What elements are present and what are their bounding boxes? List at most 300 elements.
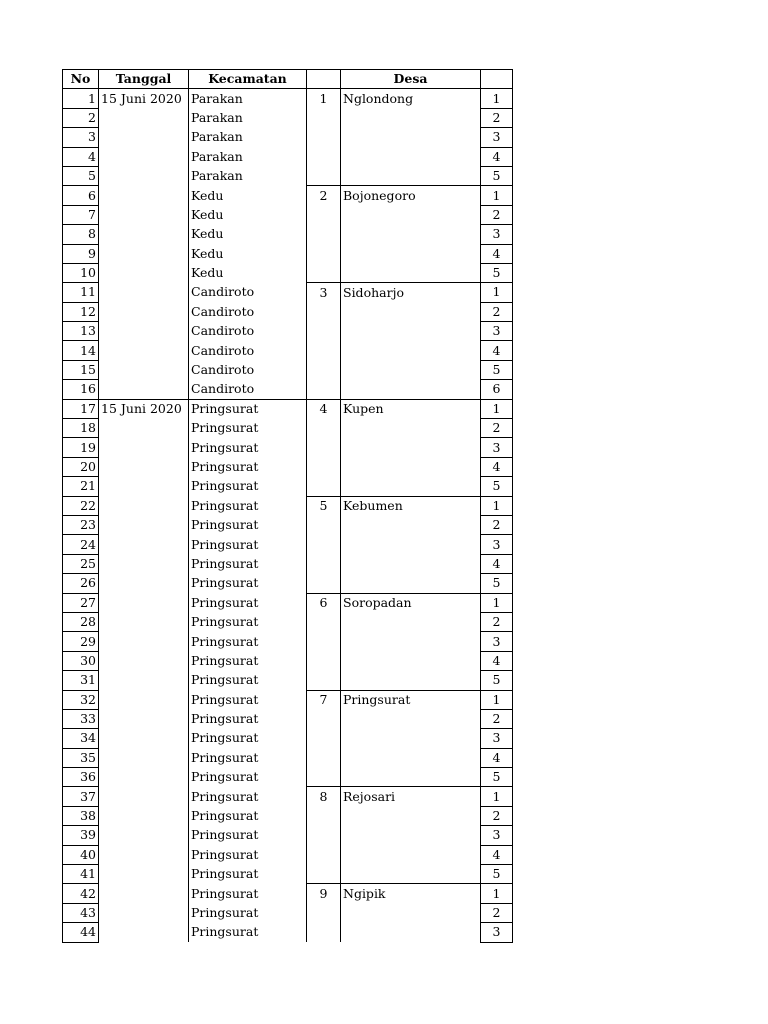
cell-tanggal bbox=[99, 768, 189, 787]
cell-tanggal bbox=[99, 360, 189, 379]
cell-desa bbox=[341, 263, 481, 282]
table-row bbox=[63, 457, 513, 476]
cell-sub: 2 bbox=[481, 806, 513, 825]
cell-kecamatan: Parakan bbox=[189, 128, 307, 147]
cell-tanggal: 15 Juni 2020 bbox=[99, 89, 189, 108]
table-row bbox=[63, 263, 513, 282]
table-row bbox=[63, 690, 513, 709]
table-row bbox=[63, 574, 513, 593]
cell-desa bbox=[341, 166, 481, 185]
cell-desa-no bbox=[307, 477, 341, 496]
table-row bbox=[63, 593, 513, 612]
table-row bbox=[63, 554, 513, 573]
cell-desa bbox=[341, 225, 481, 244]
cell-no: 4 bbox=[63, 147, 99, 166]
cell-tanggal bbox=[99, 108, 189, 127]
cell-desa bbox=[341, 457, 481, 476]
cell-no: 32 bbox=[63, 690, 99, 709]
cell-no: 27 bbox=[63, 593, 99, 612]
cell-desa bbox=[341, 438, 481, 457]
cell-desa-no bbox=[307, 574, 341, 593]
cell-sub: 2 bbox=[481, 903, 513, 922]
cell-kecamatan: Pringsurat bbox=[189, 748, 307, 767]
cell-sub: 1 bbox=[481, 186, 513, 205]
cell-no: 41 bbox=[63, 865, 99, 884]
table-row bbox=[63, 709, 513, 728]
cell-sub: 2 bbox=[481, 515, 513, 534]
cell-no: 38 bbox=[63, 806, 99, 825]
cell-kecamatan: Pringsurat bbox=[189, 419, 307, 438]
cell-no: 15 bbox=[63, 360, 99, 379]
cell-sub: 3 bbox=[481, 322, 513, 341]
cell-desa-no bbox=[307, 225, 341, 244]
cell-sub: 2 bbox=[481, 612, 513, 631]
cell-no: 43 bbox=[63, 903, 99, 922]
cell-tanggal bbox=[99, 380, 189, 399]
cell-sub: 3 bbox=[481, 438, 513, 457]
cell-no: 13 bbox=[63, 322, 99, 341]
cell-sub: 1 bbox=[481, 283, 513, 302]
cell-no: 22 bbox=[63, 496, 99, 515]
cell-kecamatan: Pringsurat bbox=[189, 515, 307, 534]
cell-sub: 1 bbox=[481, 496, 513, 515]
cell-no: 34 bbox=[63, 729, 99, 748]
cell-desa bbox=[341, 419, 481, 438]
cell-desa-no bbox=[307, 748, 341, 767]
table-row bbox=[63, 225, 513, 244]
cell-desa-no bbox=[307, 768, 341, 787]
cell-desa-no bbox=[307, 806, 341, 825]
cell-no: 26 bbox=[63, 574, 99, 593]
cell-sub: 5 bbox=[481, 768, 513, 787]
table-row bbox=[63, 302, 513, 321]
table-row bbox=[63, 651, 513, 670]
table-row bbox=[63, 322, 513, 341]
cell-tanggal bbox=[99, 651, 189, 670]
table-row bbox=[63, 806, 513, 825]
cell-sub: 2 bbox=[481, 302, 513, 321]
table-row bbox=[63, 515, 513, 534]
cell-sub: 3 bbox=[481, 128, 513, 147]
cell-no: 36 bbox=[63, 768, 99, 787]
cell-kecamatan: Pringsurat bbox=[189, 884, 307, 903]
cell-tanggal bbox=[99, 826, 189, 845]
cell-desa-no bbox=[307, 341, 341, 360]
cell-no: 10 bbox=[63, 263, 99, 282]
cell-desa-no bbox=[307, 632, 341, 651]
cell-desa-no bbox=[307, 108, 341, 127]
cell-sub: 4 bbox=[481, 554, 513, 573]
cell-tanggal bbox=[99, 806, 189, 825]
cell-tanggal bbox=[99, 612, 189, 631]
cell-desa bbox=[341, 554, 481, 573]
cell-no: 29 bbox=[63, 632, 99, 651]
cell-no: 40 bbox=[63, 845, 99, 864]
cell-desa: Pringsurat bbox=[341, 690, 481, 709]
cell-sub: 5 bbox=[481, 574, 513, 593]
cell-kecamatan: Candiroto bbox=[189, 341, 307, 360]
schedule-table bbox=[62, 69, 513, 943]
cell-tanggal bbox=[99, 884, 189, 903]
cell-sub: 1 bbox=[481, 399, 513, 418]
cell-desa-no bbox=[307, 709, 341, 728]
cell-no: 30 bbox=[63, 651, 99, 670]
cell-no: 21 bbox=[63, 477, 99, 496]
cell-kecamatan: Pringsurat bbox=[189, 845, 307, 864]
cell-no: 42 bbox=[63, 884, 99, 903]
table-row bbox=[63, 166, 513, 185]
cell-desa-no bbox=[307, 612, 341, 631]
cell-kecamatan: Pringsurat bbox=[189, 709, 307, 728]
cell-kecamatan: Parakan bbox=[189, 89, 307, 108]
cell-no: 6 bbox=[63, 186, 99, 205]
cell-desa-no bbox=[307, 903, 341, 922]
cell-tanggal bbox=[99, 593, 189, 612]
cell-kecamatan: Parakan bbox=[189, 108, 307, 127]
cell-no: 3 bbox=[63, 128, 99, 147]
cell-tanggal bbox=[99, 263, 189, 282]
table-row bbox=[63, 438, 513, 457]
cell-desa bbox=[341, 903, 481, 922]
cell-no: 37 bbox=[63, 787, 99, 806]
cell-desa-no bbox=[307, 128, 341, 147]
cell-no: 14 bbox=[63, 341, 99, 360]
cell-tanggal bbox=[99, 205, 189, 224]
table-row bbox=[63, 205, 513, 224]
cell-desa: Nglondong bbox=[341, 89, 481, 108]
cell-kecamatan: Pringsurat bbox=[189, 865, 307, 884]
cell-desa-no bbox=[307, 322, 341, 341]
cell-desa: Soropadan bbox=[341, 593, 481, 612]
cell-tanggal bbox=[99, 302, 189, 321]
cell-kecamatan: Candiroto bbox=[189, 360, 307, 379]
cell-tanggal bbox=[99, 128, 189, 147]
cell-kecamatan: Pringsurat bbox=[189, 690, 307, 709]
cell-kecamatan: Kedu bbox=[189, 244, 307, 263]
cell-desa-no: 2 bbox=[307, 186, 341, 205]
table-row bbox=[63, 612, 513, 631]
cell-sub: 2 bbox=[481, 205, 513, 224]
cell-tanggal bbox=[99, 845, 189, 864]
cell-desa: Ngipik bbox=[341, 884, 481, 903]
header-desa: Desa bbox=[341, 70, 481, 89]
cell-no: 44 bbox=[63, 923, 99, 942]
cell-no: 17 bbox=[63, 399, 99, 418]
cell-kecamatan: Pringsurat bbox=[189, 593, 307, 612]
cell-desa-no bbox=[307, 865, 341, 884]
cell-desa-no bbox=[307, 457, 341, 476]
cell-desa bbox=[341, 341, 481, 360]
table-row bbox=[63, 128, 513, 147]
cell-desa bbox=[341, 515, 481, 534]
cell-kecamatan: Pringsurat bbox=[189, 399, 307, 418]
cell-sub: 3 bbox=[481, 923, 513, 942]
cell-sub: 2 bbox=[481, 108, 513, 127]
cell-sub: 1 bbox=[481, 89, 513, 108]
cell-sub: 3 bbox=[481, 225, 513, 244]
cell-desa-no bbox=[307, 147, 341, 166]
cell-kecamatan: Pringsurat bbox=[189, 903, 307, 922]
cell-desa bbox=[341, 380, 481, 399]
cell-sub: 3 bbox=[481, 729, 513, 748]
cell-desa-no bbox=[307, 651, 341, 670]
cell-desa-no: 9 bbox=[307, 884, 341, 903]
cell-desa-no bbox=[307, 554, 341, 573]
cell-sub: 2 bbox=[481, 419, 513, 438]
cell-sub: 4 bbox=[481, 457, 513, 476]
cell-tanggal bbox=[99, 322, 189, 341]
cell-desa bbox=[341, 147, 481, 166]
cell-kecamatan: Pringsurat bbox=[189, 632, 307, 651]
cell-kecamatan: Pringsurat bbox=[189, 496, 307, 515]
cell-no: 24 bbox=[63, 535, 99, 554]
table-row bbox=[63, 884, 513, 903]
cell-desa bbox=[341, 923, 481, 942]
cell-desa-no: 5 bbox=[307, 496, 341, 515]
table-row bbox=[63, 380, 513, 399]
cell-sub: 5 bbox=[481, 263, 513, 282]
cell-kecamatan: Kedu bbox=[189, 205, 307, 224]
cell-desa: Bojonegoro bbox=[341, 186, 481, 205]
cell-kecamatan: Pringsurat bbox=[189, 651, 307, 670]
table-row bbox=[63, 399, 513, 418]
cell-tanggal bbox=[99, 225, 189, 244]
cell-no: 16 bbox=[63, 380, 99, 399]
cell-desa bbox=[341, 612, 481, 631]
cell-no: 31 bbox=[63, 671, 99, 690]
cell-desa-no bbox=[307, 263, 341, 282]
cell-no: 35 bbox=[63, 748, 99, 767]
cell-kecamatan: Pringsurat bbox=[189, 923, 307, 942]
table-row bbox=[63, 341, 513, 360]
cell-kecamatan: Pringsurat bbox=[189, 729, 307, 748]
cell-desa-no bbox=[307, 205, 341, 224]
cell-desa-no: 3 bbox=[307, 283, 341, 302]
cell-desa: Sidoharjo bbox=[341, 283, 481, 302]
cell-kecamatan: Pringsurat bbox=[189, 438, 307, 457]
cell-tanggal bbox=[99, 632, 189, 651]
cell-tanggal bbox=[99, 419, 189, 438]
table-row bbox=[63, 283, 513, 302]
cell-desa bbox=[341, 748, 481, 767]
cell-desa bbox=[341, 128, 481, 147]
cell-desa-no: 6 bbox=[307, 593, 341, 612]
cell-tanggal bbox=[99, 283, 189, 302]
header-no: No bbox=[63, 70, 99, 89]
cell-desa-no bbox=[307, 380, 341, 399]
table-row bbox=[63, 244, 513, 263]
cell-kecamatan: Kedu bbox=[189, 225, 307, 244]
table-row bbox=[63, 865, 513, 884]
cell-desa-no bbox=[307, 671, 341, 690]
cell-desa-no bbox=[307, 729, 341, 748]
cell-sub: 1 bbox=[481, 884, 513, 903]
cell-tanggal bbox=[99, 515, 189, 534]
cell-desa-no bbox=[307, 419, 341, 438]
cell-tanggal bbox=[99, 865, 189, 884]
header-tanggal: Tanggal bbox=[99, 70, 189, 89]
table-row bbox=[63, 787, 513, 806]
table-row bbox=[63, 748, 513, 767]
cell-desa bbox=[341, 477, 481, 496]
cell-desa bbox=[341, 322, 481, 341]
header-row bbox=[63, 70, 513, 89]
cell-no: 1 bbox=[63, 89, 99, 108]
cell-tanggal bbox=[99, 671, 189, 690]
cell-kecamatan: Pringsurat bbox=[189, 826, 307, 845]
cell-no: 25 bbox=[63, 554, 99, 573]
cell-kecamatan: Candiroto bbox=[189, 283, 307, 302]
cell-tanggal bbox=[99, 496, 189, 515]
cell-no: 7 bbox=[63, 205, 99, 224]
cell-desa bbox=[341, 845, 481, 864]
cell-sub: 1 bbox=[481, 690, 513, 709]
cell-no: 12 bbox=[63, 302, 99, 321]
cell-kecamatan: Pringsurat bbox=[189, 612, 307, 631]
cell-desa-no: 8 bbox=[307, 787, 341, 806]
cell-desa bbox=[341, 826, 481, 845]
cell-desa-no bbox=[307, 360, 341, 379]
cell-desa-no bbox=[307, 438, 341, 457]
cell-kecamatan: Kedu bbox=[189, 186, 307, 205]
cell-kecamatan: Pringsurat bbox=[189, 787, 307, 806]
table-row bbox=[63, 477, 513, 496]
cell-kecamatan: Candiroto bbox=[189, 302, 307, 321]
cell-tanggal bbox=[99, 554, 189, 573]
table-row bbox=[63, 923, 513, 942]
table-row bbox=[63, 496, 513, 515]
cell-desa-no bbox=[307, 923, 341, 942]
cell-sub: 4 bbox=[481, 845, 513, 864]
cell-desa bbox=[341, 729, 481, 748]
cell-sub: 2 bbox=[481, 709, 513, 728]
cell-tanggal bbox=[99, 477, 189, 496]
cell-tanggal bbox=[99, 748, 189, 767]
header-desa-no bbox=[307, 70, 341, 89]
cell-desa-no: 4 bbox=[307, 399, 341, 418]
cell-desa bbox=[341, 768, 481, 787]
cell-desa bbox=[341, 108, 481, 127]
cell-tanggal bbox=[99, 244, 189, 263]
cell-sub: 4 bbox=[481, 341, 513, 360]
cell-kecamatan: Pringsurat bbox=[189, 574, 307, 593]
table-row bbox=[63, 903, 513, 922]
cell-sub: 5 bbox=[481, 360, 513, 379]
cell-sub: 3 bbox=[481, 535, 513, 554]
cell-kecamatan: Pringsurat bbox=[189, 554, 307, 573]
cell-desa bbox=[341, 671, 481, 690]
cell-tanggal bbox=[99, 166, 189, 185]
cell-kecamatan: Candiroto bbox=[189, 322, 307, 341]
cell-desa-no bbox=[307, 515, 341, 534]
cell-tanggal bbox=[99, 147, 189, 166]
table-row bbox=[63, 360, 513, 379]
cell-sub: 5 bbox=[481, 166, 513, 185]
table-row bbox=[63, 535, 513, 554]
cell-no: 19 bbox=[63, 438, 99, 457]
cell-desa bbox=[341, 205, 481, 224]
table-row bbox=[63, 729, 513, 748]
cell-desa-no bbox=[307, 845, 341, 864]
header-sub bbox=[481, 70, 513, 89]
cell-sub: 4 bbox=[481, 748, 513, 767]
cell-sub: 4 bbox=[481, 147, 513, 166]
cell-sub: 4 bbox=[481, 651, 513, 670]
cell-desa-no bbox=[307, 302, 341, 321]
cell-no: 28 bbox=[63, 612, 99, 631]
cell-sub: 5 bbox=[481, 865, 513, 884]
cell-no: 39 bbox=[63, 826, 99, 845]
cell-tanggal bbox=[99, 535, 189, 554]
cell-tanggal bbox=[99, 709, 189, 728]
cell-tanggal bbox=[99, 457, 189, 476]
cell-no: 33 bbox=[63, 709, 99, 728]
cell-tanggal bbox=[99, 923, 189, 942]
cell-desa-no: 7 bbox=[307, 690, 341, 709]
cell-desa bbox=[341, 709, 481, 728]
table-row bbox=[63, 632, 513, 651]
cell-sub: 4 bbox=[481, 244, 513, 263]
cell-kecamatan: Pringsurat bbox=[189, 806, 307, 825]
cell-sub: 3 bbox=[481, 632, 513, 651]
cell-tanggal bbox=[99, 574, 189, 593]
cell-kecamatan: Pringsurat bbox=[189, 457, 307, 476]
cell-desa-no: 1 bbox=[307, 89, 341, 108]
cell-kecamatan: Candiroto bbox=[189, 380, 307, 399]
cell-tanggal bbox=[99, 186, 189, 205]
cell-sub: 6 bbox=[481, 380, 513, 399]
cell-kecamatan: Pringsurat bbox=[189, 671, 307, 690]
cell-tanggal bbox=[99, 438, 189, 457]
cell-no: 9 bbox=[63, 244, 99, 263]
table-row bbox=[63, 671, 513, 690]
cell-no: 20 bbox=[63, 457, 99, 476]
cell-tanggal bbox=[99, 787, 189, 806]
cell-desa bbox=[341, 865, 481, 884]
table-row bbox=[63, 108, 513, 127]
cell-desa-no bbox=[307, 535, 341, 554]
cell-sub: 3 bbox=[481, 826, 513, 845]
cell-no: 5 bbox=[63, 166, 99, 185]
cell-desa bbox=[341, 302, 481, 321]
table-row bbox=[63, 419, 513, 438]
cell-kecamatan: Kedu bbox=[189, 263, 307, 282]
cell-desa bbox=[341, 574, 481, 593]
cell-kecamatan: Parakan bbox=[189, 147, 307, 166]
cell-sub: 5 bbox=[481, 671, 513, 690]
cell-sub: 1 bbox=[481, 593, 513, 612]
cell-desa bbox=[341, 244, 481, 263]
cell-no: 2 bbox=[63, 108, 99, 127]
header-kecamatan: Kecamatan bbox=[189, 70, 307, 89]
cell-kecamatan: Pringsurat bbox=[189, 768, 307, 787]
cell-desa bbox=[341, 535, 481, 554]
cell-no: 11 bbox=[63, 283, 99, 302]
cell-desa-no bbox=[307, 166, 341, 185]
cell-desa-no bbox=[307, 244, 341, 263]
cell-tanggal bbox=[99, 903, 189, 922]
cell-tanggal bbox=[99, 341, 189, 360]
cell-no: 8 bbox=[63, 225, 99, 244]
cell-desa bbox=[341, 360, 481, 379]
cell-tanggal bbox=[99, 729, 189, 748]
cell-desa: Rejosari bbox=[341, 787, 481, 806]
table-row bbox=[63, 89, 513, 108]
cell-kecamatan: Pringsurat bbox=[189, 535, 307, 554]
cell-tanggal bbox=[99, 690, 189, 709]
table-row bbox=[63, 147, 513, 166]
cell-desa: Kupen bbox=[341, 399, 481, 418]
